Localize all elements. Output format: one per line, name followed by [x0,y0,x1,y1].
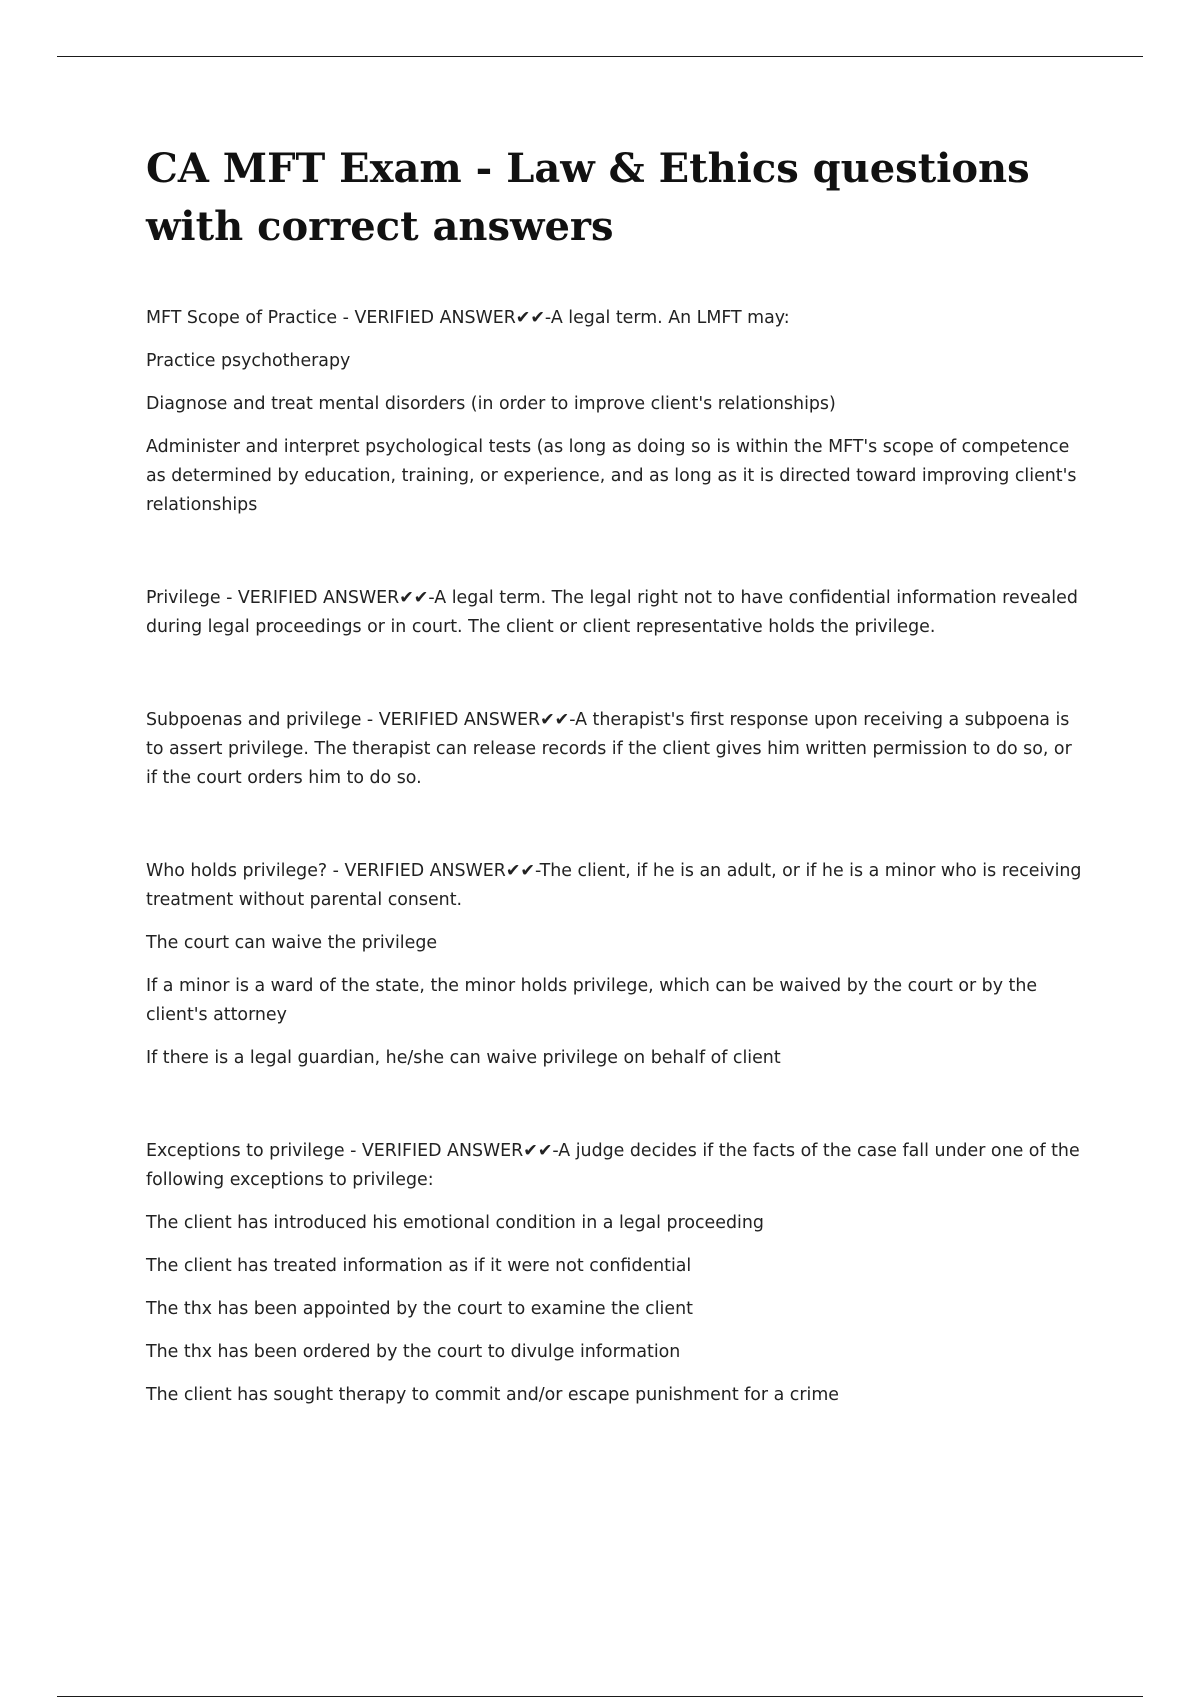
answer-item: Practice psychotherapy [146,351,351,371]
qa-block-who-holds-privilege [146,857,1086,1073]
answer-item: The thx has been appointed by the court to examine the client [146,1299,693,1319]
qa-block-scope-of-practice [146,304,1086,520]
answer-item: The client has treated information as if it were not confidential [146,1256,692,1276]
document-title: CA MFT Exam - Law & Ethics questions with correct answers [146,145,1030,250]
answer-item: The client has introduced his emotional condition in a legal proceeding [146,1213,764,1233]
answer-item: The client has sought therapy to commit and/or escape punishment for a crime [146,1385,839,1405]
answer-item: If a minor is a ward of the state, the minor holds privilege, which can be waived by the court or by the client's attorney [146,976,1038,1025]
answer-item: The court can waive the privilege [146,933,438,953]
qa-block-privilege [146,584,1086,642]
question-answer-text: Privilege - VERIFIED ANSWER✔✔-A legal term. The legal right not to have confidential information revealed during legal proceedings or in court. The client or client representative holds the privilege. [146,588,1078,637]
answer-item: If there is a legal guardian, he/she can waive privilege on behalf of client [146,1048,781,1068]
question-answer-text: Subpoenas and privilege - VERIFIED ANSWER✔✔-A therapist's first response upon receiving a subpoena is to assert privilege. The therapist can release records if the client gives him written permission to do so, or if the court orders him to do so. [146,710,1072,788]
question-answer-text: MFT Scope of Practice - VERIFIED ANSWER✔✔-A legal term. An LMFT may: [146,308,790,328]
qa-block-subpoenas [146,706,1086,793]
question-answer-text: Exceptions to privilege - VERIFIED ANSWER✔✔-A judge decides if the facts of the case fall under one of the following exceptions to privilege: [146,1141,1080,1190]
document-page [146,140,1086,1474]
bottom-rule [57,1696,1143,1697]
top-rule [57,56,1143,57]
question-answer-text: Who holds privilege? - VERIFIED ANSWER✔✔-The client, if he is an adult, or if he is a minor who is receiving treatment without parental consent. [146,861,1082,910]
qa-block-exceptions [146,1137,1086,1410]
answer-item: The thx has been ordered by the court to divulge information [146,1342,681,1362]
answer-item: Administer and interpret psychological tests (as long as doing so is within the MFT's scope of competence as determined by education, training, or experience, and as long as it is directed toward improving client's relationships [146,437,1077,515]
answer-item: Diagnose and treat mental disorders (in order to improve client's relationships) [146,394,836,414]
